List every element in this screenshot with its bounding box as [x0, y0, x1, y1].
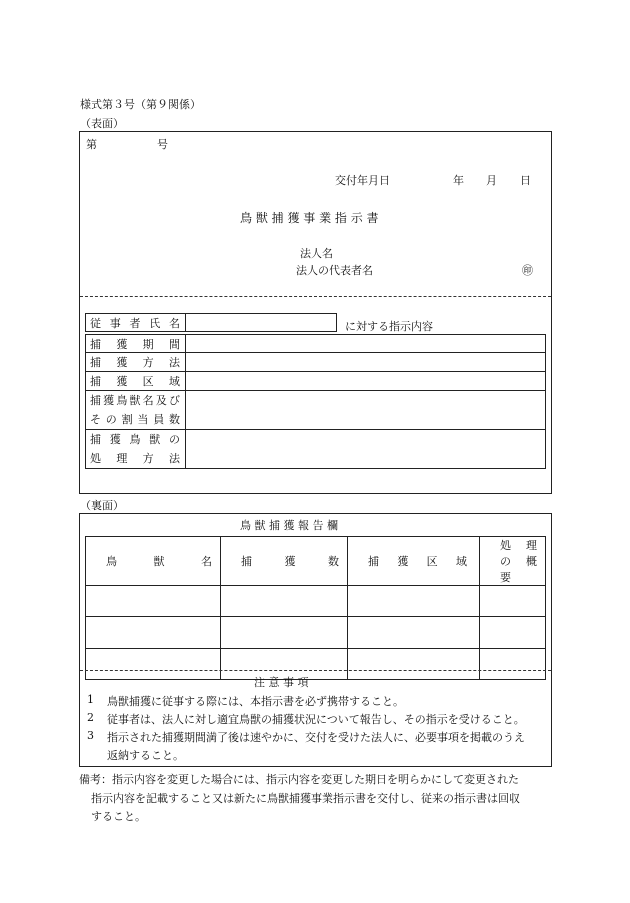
report-cell[interactable] — [348, 586, 480, 617]
issue-date-label: 交付年月日 — [335, 174, 390, 187]
report-row — [86, 649, 546, 680]
instruction-label-cell — [86, 353, 186, 372]
instruction-table — [85, 334, 546, 469]
instruction-row — [86, 335, 546, 353]
remarks-line-2: 指示内容を記載すること又は新たに鳥獣捕獲事業指示書を交付し、従来の指示書は回収 — [91, 792, 520, 805]
front-divider — [80, 296, 551, 297]
note-text: 指示された捕獲期間満了後は速やかに、交付を受けた法人に、必要事項を掲載のうえ — [107, 731, 525, 744]
report-header-row — [86, 537, 546, 586]
report-cell[interactable] — [86, 586, 221, 617]
date-day: 日 — [520, 174, 531, 187]
instruction-row — [86, 391, 546, 430]
instruction-label-cell — [86, 391, 186, 430]
instruction-label: 捕 獲 方 法 — [90, 356, 181, 369]
note-text-line2: 返納すること。 — [107, 749, 184, 762]
column-header-text: 処 理 の 概 要 — [500, 539, 537, 584]
instruction-value[interactable] — [186, 430, 546, 469]
note-number: 3 — [87, 729, 94, 742]
seal-mark: ㊞ — [522, 264, 533, 277]
remarks-line-3: すること。 — [91, 810, 146, 823]
note-number: 1 — [87, 693, 94, 706]
report-cell[interactable] — [86, 617, 221, 649]
instruction-value[interactable] — [186, 372, 546, 391]
instruction-value[interactable] — [186, 353, 546, 372]
number-suffix: 号 — [157, 138, 168, 151]
column-header-text: 鳥 獣 名 — [106, 555, 212, 568]
instruction-row — [86, 372, 546, 391]
instruction-suffix: に対する指示内容 — [345, 320, 433, 333]
column-header-text: 捕 獲 数 — [241, 555, 339, 568]
report-cell[interactable] — [221, 586, 348, 617]
instruction-label-line2: 処 理 方 法 — [90, 452, 181, 465]
instruction-row — [86, 353, 546, 372]
representative-name-label: 法人の代表者名 — [296, 264, 373, 277]
form-number: 様式第３号（第９関係） — [80, 98, 201, 111]
instruction-label: 捕獲鳥獣名及び — [90, 394, 181, 407]
instruction-value[interactable] — [186, 391, 546, 430]
report-row — [86, 617, 546, 649]
report-cell[interactable] — [348, 649, 480, 680]
corp-name-label: 法人名 — [300, 247, 333, 260]
remarks-line-1: 備考：指示内容を変更した場合には、指示内容を変更した期日を明らかにして変更された — [79, 773, 519, 786]
note-text: 従事者は、法人に対し適宜鳥獣の捕獲状況について報告し、その指示を受けること。 — [107, 713, 525, 726]
number-prefix: 第 — [86, 138, 97, 151]
worker-name-field[interactable] — [186, 314, 337, 332]
note-number: 2 — [87, 711, 94, 724]
worker-name-label: 従 事 者 氏 名 — [90, 316, 181, 330]
column-header-text: 捕 獲 区 域 — [368, 555, 467, 568]
instruction-value[interactable] — [186, 335, 546, 353]
instruction-row — [86, 430, 546, 469]
instruction-label: 捕 獲 期 間 — [90, 337, 181, 351]
report-cell[interactable] — [480, 617, 546, 649]
column-header — [86, 537, 221, 586]
instruction-label: 捕 獲 鳥 獣 の — [90, 433, 181, 446]
report-cell[interactable] — [348, 617, 480, 649]
note-text: 鳥獣捕獲に従事する際には、本指示書を必ず携帯すること。 — [107, 695, 404, 708]
report-title: 鳥 獣 捕 獲 報 告 欄 — [240, 519, 338, 532]
back-side-label: （裏面） — [80, 499, 124, 512]
report-row — [86, 586, 546, 617]
instruction-label-cell — [86, 335, 186, 353]
document-title: 鳥 獣 捕 獲 事 業 指 示 書 — [240, 211, 379, 225]
column-header — [348, 537, 480, 586]
worker-name-label-cell — [86, 314, 186, 332]
report-table — [85, 536, 546, 680]
notes-title: 注 意 事 項 — [254, 676, 309, 689]
report-cell[interactable] — [480, 586, 546, 617]
instruction-label-cell — [86, 430, 186, 469]
report-cell[interactable] — [86, 649, 221, 680]
instruction-label-cell — [86, 372, 186, 391]
column-header — [480, 537, 546, 586]
instruction-label: 捕 獲 区 域 — [90, 375, 181, 388]
front-side-label: （表面） — [80, 117, 124, 130]
report-cell[interactable] — [480, 649, 546, 680]
date-year: 年 — [453, 174, 464, 187]
date-month: 月 — [486, 174, 497, 187]
back-divider — [80, 670, 551, 671]
instruction-label-line2: その割当員数 — [90, 413, 181, 426]
worker-name-table — [85, 313, 337, 332]
report-cell[interactable] — [221, 617, 348, 649]
column-header — [221, 537, 348, 586]
